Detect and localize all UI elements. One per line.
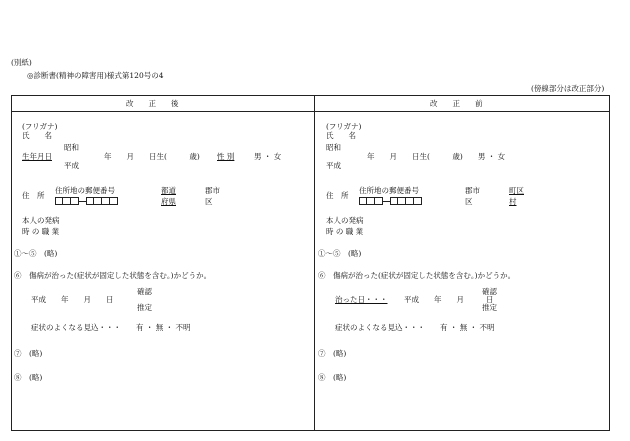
name-label: 氏 名 xyxy=(326,131,356,140)
city-label-2: 区 xyxy=(205,197,213,206)
column-header-after: 改 正 後 xyxy=(126,99,179,108)
revision-note: (傍線部分は改正部分) xyxy=(531,84,605,93)
recovery-prospect: 症状のよくなる見込・・・ 有 ・ 無 ・ 不明 xyxy=(335,323,495,332)
cured-date-prefix: 治った日・・・ xyxy=(335,295,388,304)
day-label: 日 xyxy=(486,295,494,304)
prefecture-label-1: 郡市 xyxy=(465,186,480,195)
attachment-label: (別紙) xyxy=(11,58,32,67)
city-label-2: 村 xyxy=(509,197,517,206)
zip-label: 住所地の郵便番号 xyxy=(55,186,115,195)
occupation-label-1: 本人の発病 xyxy=(326,216,364,225)
birthdate-fields: 年 月 日生( 歳) xyxy=(104,152,200,161)
item-6-question: ⑥ 傷病が治った(症状が固定した状態を含む。)かどうか。 xyxy=(318,271,516,280)
zip-code-boxes xyxy=(55,197,118,205)
era-showa: 昭和 xyxy=(64,143,79,152)
occupation-label-2: 時 の 職 業 xyxy=(22,227,60,236)
occupation-label-1: 本人の発病 xyxy=(22,216,60,225)
zip-box xyxy=(55,197,63,205)
zip-code-boxes xyxy=(359,197,422,205)
header-divider xyxy=(11,111,610,112)
occupation-label-2: 時 の 職 業 xyxy=(326,227,364,236)
sex-options: 男 ・ 女 xyxy=(254,152,282,161)
recovery-prospect: 症状のよくなる見込・・・ 有 ・ 無 ・ 不明 xyxy=(31,323,191,332)
zip-dash xyxy=(79,201,86,202)
zip-box xyxy=(71,197,79,205)
address-label: 住 所 xyxy=(326,191,349,200)
estimated-label: 推定 xyxy=(137,303,152,312)
zip-box xyxy=(367,197,375,205)
era-heisei: 平成 xyxy=(326,161,341,170)
comparison-table xyxy=(11,95,610,431)
name-label: 氏 名 xyxy=(22,131,52,140)
item-6-date: 平成 年 月 xyxy=(404,295,464,304)
estimated-label: 推定 xyxy=(482,303,497,312)
column-header-before: 改 正 前 xyxy=(430,99,483,108)
zip-label: 住所地の郵便番号 xyxy=(359,186,419,195)
prefecture-label-1: 都道 xyxy=(161,186,176,195)
items-1-5: ①～⑤ (略) xyxy=(318,249,362,258)
item-7: ⑦ (略) xyxy=(318,349,347,358)
confirmed-label: 確認 xyxy=(482,287,497,296)
zip-box xyxy=(359,197,367,205)
city-label-1: 町区 xyxy=(509,186,524,195)
column-divider xyxy=(314,95,315,431)
birthdate-fields: 年 月 日生( 歳) 男 ・ 女 xyxy=(367,152,506,161)
zip-dash xyxy=(383,201,390,202)
zip-box xyxy=(110,197,118,205)
zip-box xyxy=(86,197,94,205)
sex-label: 性 別 xyxy=(217,152,235,161)
era-showa: 昭和 xyxy=(326,143,341,152)
item-8: ⑧ (略) xyxy=(318,373,347,382)
item-8: ⑧ (略) xyxy=(14,373,43,382)
prefecture-label-2: 区 xyxy=(465,197,473,206)
furigana-label: (フリガナ) xyxy=(326,122,362,131)
birthdate-label: 生年月日 xyxy=(22,152,52,161)
zip-box xyxy=(375,197,383,205)
zip-box xyxy=(398,197,406,205)
item-6-date: 平成 年 月 日 xyxy=(31,295,114,304)
zip-box xyxy=(390,197,398,205)
furigana-label: (フリガナ) xyxy=(22,122,58,131)
form-title: ◎診断書(精神の障害用)様式第120号の4 xyxy=(27,71,164,80)
items-1-5: ①～⑤ (略) xyxy=(14,249,58,258)
zip-box xyxy=(414,197,422,205)
zip-box xyxy=(406,197,414,205)
confirmed-label: 確認 xyxy=(137,287,152,296)
zip-box xyxy=(63,197,71,205)
era-heisei: 平成 xyxy=(64,161,79,170)
prefecture-label-2: 府県 xyxy=(161,197,176,206)
item-6-question: ⑥ 傷病が治った(症状が固定した状態を含む。)かどうか。 xyxy=(14,271,212,280)
city-label-1: 郡市 xyxy=(205,186,220,195)
zip-box xyxy=(102,197,110,205)
item-7: ⑦ (略) xyxy=(14,349,43,358)
address-label: 住 所 xyxy=(22,191,45,200)
zip-box xyxy=(94,197,102,205)
